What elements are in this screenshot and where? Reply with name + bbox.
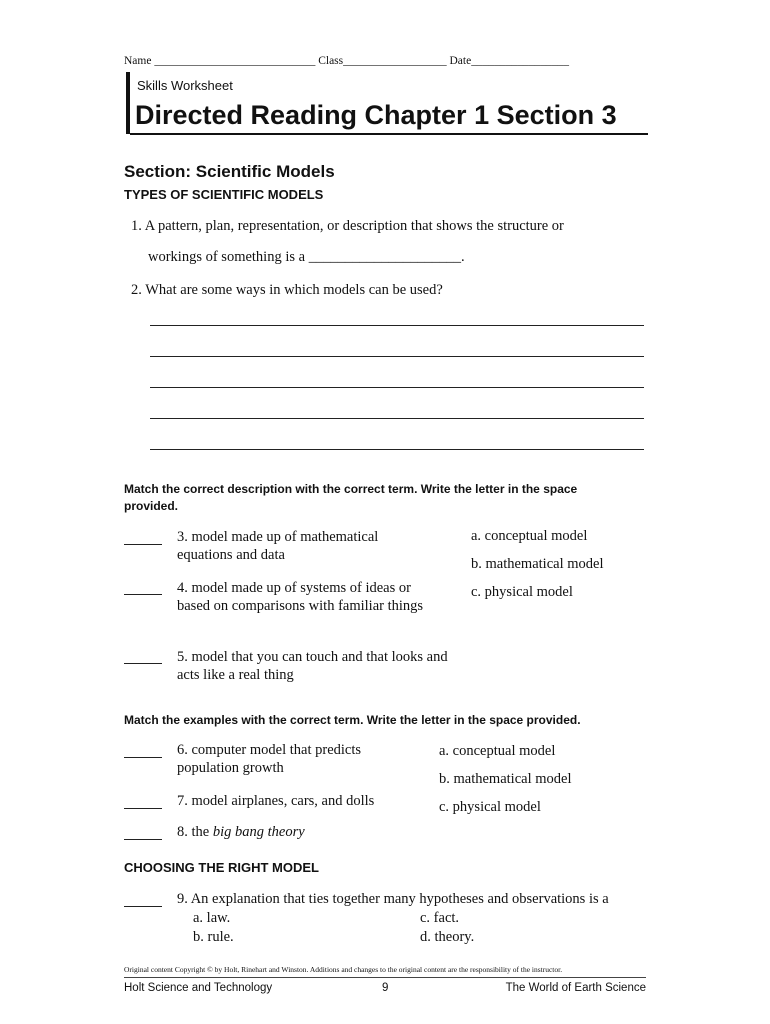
answer-blank-5[interactable]: [124, 663, 162, 664]
match-item-3: 3. model made up of mathematical equations and data: [177, 529, 379, 563]
match-instructions-1: Match the correct description with the correct term. Write the letter in the space provided.: [124, 482, 578, 513]
title-left-bar: [126, 72, 130, 134]
question-1-line-2: workings of something is a _____________________.: [148, 249, 465, 265]
match1-option-b: b. mathematical model: [471, 556, 604, 572]
match2-option-c: c. physical model: [439, 799, 541, 815]
match-item-5: 5. model that you can touch and that looks and acts like a real thing: [177, 649, 448, 683]
section-heading: Section: Scientific Models: [124, 162, 335, 181]
page-title: Directed Reading Chapter 1 Section 3: [135, 100, 617, 130]
name-class-date-line: Name ____________________________ Class__________________ Date_________________: [124, 55, 569, 67]
match-instructions-2: Match the examples with the correct term. Write the letter in the space provided.: [124, 713, 581, 727]
answer-line[interactable]: [150, 449, 644, 450]
match1-option-c: c. physical model: [471, 584, 573, 600]
worksheet-type: Skills Worksheet: [137, 78, 233, 93]
match-item-6: 6. computer model that predicts population growth: [177, 742, 362, 776]
answer-blank-8[interactable]: [124, 839, 162, 840]
copyright-notice: Original content Copyright © by Holt, Rinehart and Winston. Additions and changes to the original content are the responsibility of the instructor.: [124, 965, 563, 974]
match-item-8-prefix: 8. the: [177, 824, 213, 840]
title-underline: [130, 133, 648, 135]
match2-option-b: b. mathematical model: [439, 771, 572, 787]
match-item-4: 4. model made up of systems of ideas or based on comparisons with familiar things: [177, 580, 424, 614]
answer-blank-6[interactable]: [124, 757, 162, 758]
question-2: 2. What are some ways in which models can be used?: [131, 282, 443, 298]
choice-c: c. fact.: [420, 910, 460, 926]
answer-blank-7[interactable]: [124, 808, 162, 809]
match-item-7: 7. model airplanes, cars, and dolls: [177, 793, 375, 809]
answer-line[interactable]: [150, 325, 644, 326]
match-item-8: [177, 823, 417, 841]
choosing-heading: CHOOSING THE RIGHT MODEL: [124, 860, 319, 875]
choice-a: a. law.: [193, 910, 231, 926]
answer-blank-3[interactable]: [124, 544, 162, 545]
choice-d: d. theory.: [420, 929, 475, 945]
footer-book-title: The World of Earth Science: [505, 982, 646, 994]
match1-option-a: a. conceptual model: [471, 528, 588, 544]
footer-publisher: Holt Science and Technology: [124, 982, 273, 994]
choice-b: b. rule.: [193, 929, 234, 945]
question-1-line-1: 1. A pattern, plan, representation, or description that shows the structure or: [131, 218, 564, 234]
answer-blank-9[interactable]: [124, 906, 162, 907]
footer-rule: [124, 977, 646, 978]
question-9: 9. An explanation that ties together many hypotheses and observations is a: [177, 891, 609, 907]
answer-line[interactable]: [150, 387, 644, 388]
match2-option-a: a. conceptual model: [439, 743, 556, 759]
answer-line[interactable]: [150, 356, 644, 357]
answer-line[interactable]: [150, 418, 644, 419]
match-item-8-emphasis: big bang theory: [212, 824, 305, 840]
answer-blank-4[interactable]: [124, 594, 162, 595]
types-heading: TYPES OF SCIENTIFIC MODELS: [124, 187, 324, 202]
page-number: 9: [382, 982, 389, 994]
